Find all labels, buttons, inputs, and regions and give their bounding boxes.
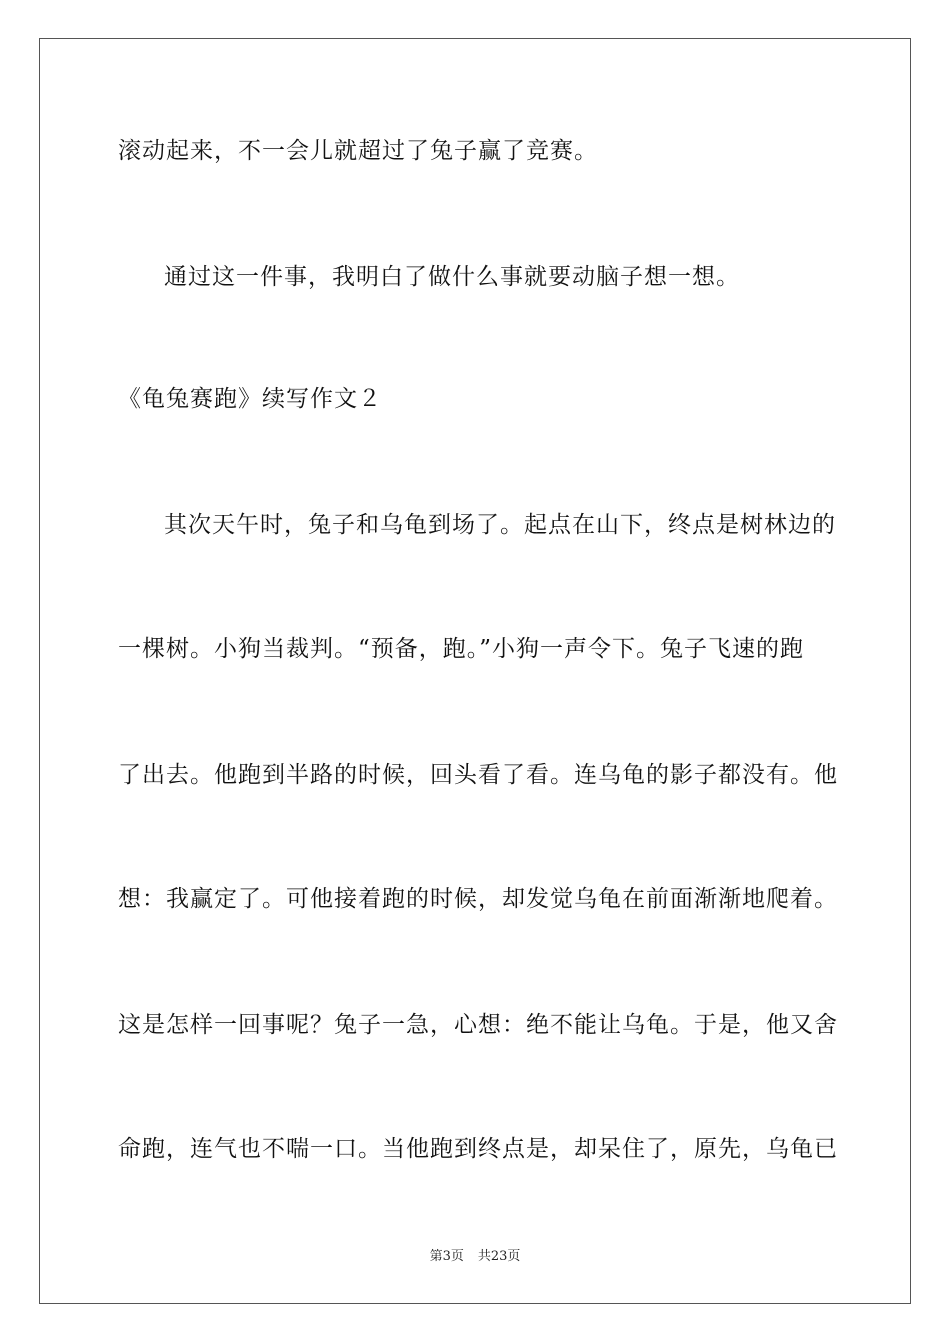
page-footer xyxy=(0,1248,950,1266)
text-line-4: 一棵树。小狗当裁判。“预备，跑。”小狗一声令下。兔子飞速的跑 xyxy=(118,636,805,662)
text-line-3: 其次天午时，兔子和乌龟到场了。起点在山下，终点是树林边的 xyxy=(164,512,836,538)
text-line-2: 通过这一件事，我明白了做什么事就要动脑子想一想。 xyxy=(164,264,740,290)
text-line-5: 了出去。他跑到半路的时候，回头看了看。连乌龟的影子都没有。他 xyxy=(118,762,838,788)
page-frame xyxy=(39,38,911,1304)
text-line-6: 想：我赢定了。可他接着跑的时候，却发觉乌龟在前面渐渐地爬着。 xyxy=(118,886,838,912)
total-pages: 共23页 xyxy=(477,1249,521,1264)
text-line-8: 命跑，连气也不喘一口。当他跑到终点是，却呆住了，原先，乌龟已 xyxy=(118,1136,838,1162)
text-line-1: 滚动起来，不一会儿就超过了兔子赢了竞赛。 xyxy=(118,138,598,164)
text-line-7: 这是怎样一回事呢？兔子一急，心想：绝不能让乌龟。于是，他又舍 xyxy=(118,1012,838,1038)
page-number: 第3页 xyxy=(429,1249,464,1264)
section-heading: 《龟兔赛跑》续写作文２ xyxy=(118,386,382,412)
